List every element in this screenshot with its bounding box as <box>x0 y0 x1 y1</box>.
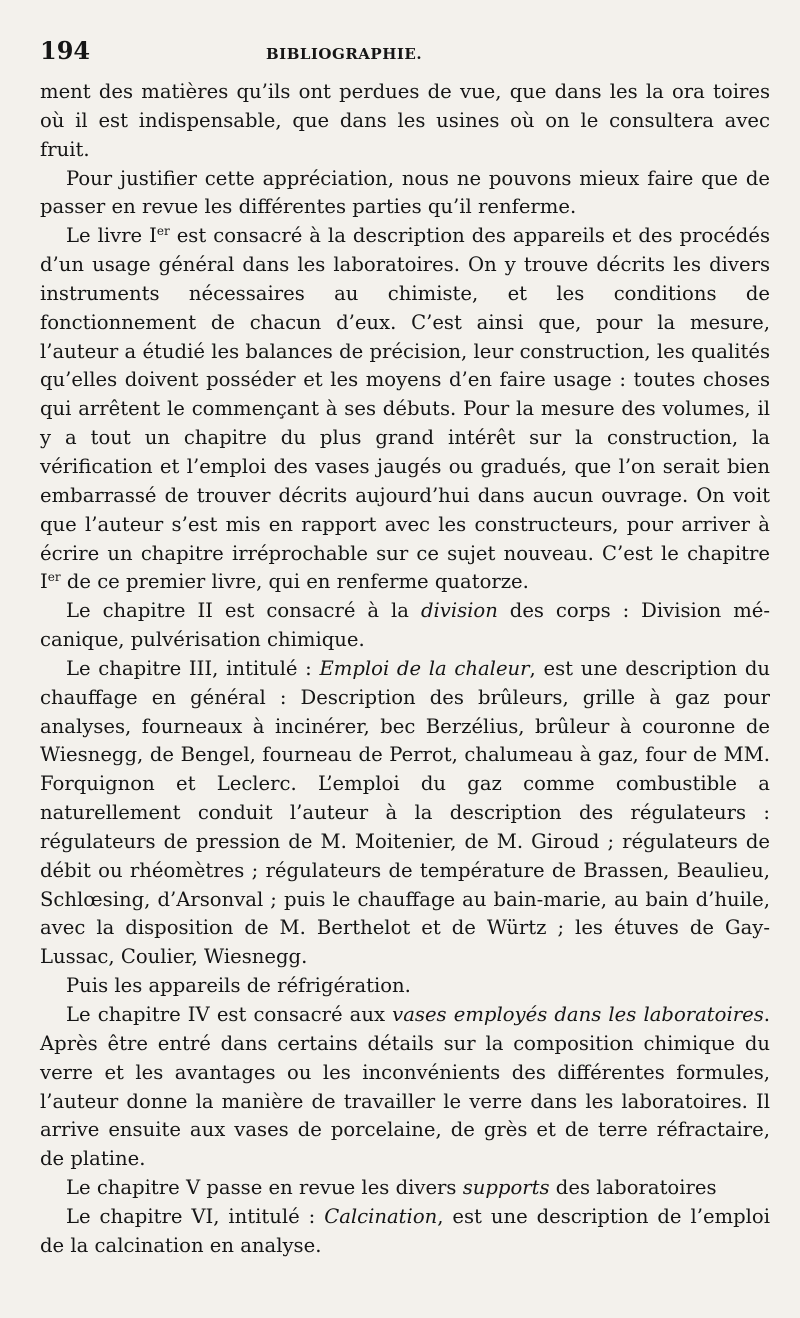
paragraph <box>40 1001 770 1174</box>
paragraph <box>40 222 770 597</box>
paragraph <box>40 597 770 655</box>
text-run: Pour justifier cette appréciation, nous ne pouvons mieux faire que de passer en revue les différentes parties qu’il renferme. <box>40 166 770 219</box>
running-head <box>40 36 770 76</box>
superscript: er <box>156 224 170 239</box>
text-run: Le chapitre IV est consacré aux <box>66 1003 393 1026</box>
text-run: Le chapitre V passe en revue les divers <box>66 1176 463 1200</box>
text-run: , est une description de l’emploi de la calcination en analyse. <box>40 1204 770 1257</box>
paragraph <box>40 1203 770 1261</box>
text-run: Le chapitre II est consacré à la <box>66 599 421 623</box>
text-run: Le livre I <box>66 224 157 248</box>
page-header-title: BIBLIOGRAPHIE. <box>266 45 423 63</box>
text-run: Puis les appareils de réfrigération. <box>66 974 411 998</box>
italic-text: supports <box>462 1176 550 1200</box>
text-run: ment des matières qu’ils ont perdues de vue, que dans les la ora toires où il est indispensable, que dans les usines où on le consultera avec fruit. <box>40 80 770 161</box>
superscript: er <box>47 570 61 585</box>
paragraph <box>40 972 770 1001</box>
italic-text: vases employés dans les laboratoires <box>392 1003 764 1026</box>
text-run: de ce premier livre, qui en renferme quatorze. <box>60 570 529 594</box>
paragraph <box>40 78 770 165</box>
page-number: 194 <box>40 36 91 65</box>
text-run: . Après être entré dans certains détails sur la composition chimique du verre et les avantages ou les inconvénients des différentes formules, l’auteur donne la manière de travailler le verre dans les laboratoires. Il arrive ensuite aux vases de porcelaine, de grès et de terre réfractaire, de platine. <box>40 1003 770 1171</box>
text-run: est consacré à la description des appareils et des procédés d’un usage général dans les laboratoires. On y trouve décrits les divers instruments nécessaires au chimiste, et les conditions de fonctionnement de chacun d’eux. C’est ainsi que, pour la mesure, l’auteur a étudié les balances de précision, leur construction, les qualités qu’elles doivent posséder et les moyens d’en faire usage : toutes choses qui arrêtent le commençant à ses débuts. Pour la mesure des volumes, il y a tout un chapitre du plus grand intérêt sur la construction, la vérification et l’emploi des vases jaugés ou gradués, que l’on serait bien embarrassé de trouver décrits aujourd’hui dans aucun ouvrage. On voit que l’auteur s’est mis en rapport avec les constructeurs, pour arriver à écrire un chapitre irréprochable sur ce sujet nouveau. C’est le chapitre I <box>40 224 770 594</box>
text-run: Le chapitre VI, intitulé : <box>66 1204 325 1228</box>
body-text <box>40 78 770 1261</box>
paragraph <box>40 1174 770 1203</box>
text-run: , est une description du chauffage en général : Description des brûleurs, grille à gaz pour analyses, fourneaux à incinérer, bec Berzélius, brûleur à couronne de Wiesnegg, de Bengel, fourneau de Perrot, chalumeau à gaz, four de MM. Forquignon et Leclerc. L’emploi du gaz comme combustible a naturellement conduit l’auteur à la description des régulateurs : régulateurs de pression de M. Moitenier, de M. Giroud ; régulateurs de débit ou rhéomètres ; régulateurs de température de Brassen, Beaulieu, Schlœsing, d’Arsonval ; puis le chauffage au bain-marie, au bain d’huile, avec la disposition de M. Berthelot et de Würtz ; les étuves de Gay-Lussac, Coulier, Wiesnegg. <box>40 656 770 969</box>
paragraph <box>40 655 770 972</box>
paragraph <box>40 165 770 223</box>
italic-text: Calcination <box>324 1204 438 1228</box>
text-run: des laboratoires <box>549 1176 717 1200</box>
text-run: Le chapitre III, intitulé : <box>66 656 320 680</box>
italic-text: Emploi de la chaleur <box>319 656 530 680</box>
italic-text: division <box>420 599 498 623</box>
text-run: des corps : Division mécanique, pulvérisation chimique. <box>40 599 770 652</box>
